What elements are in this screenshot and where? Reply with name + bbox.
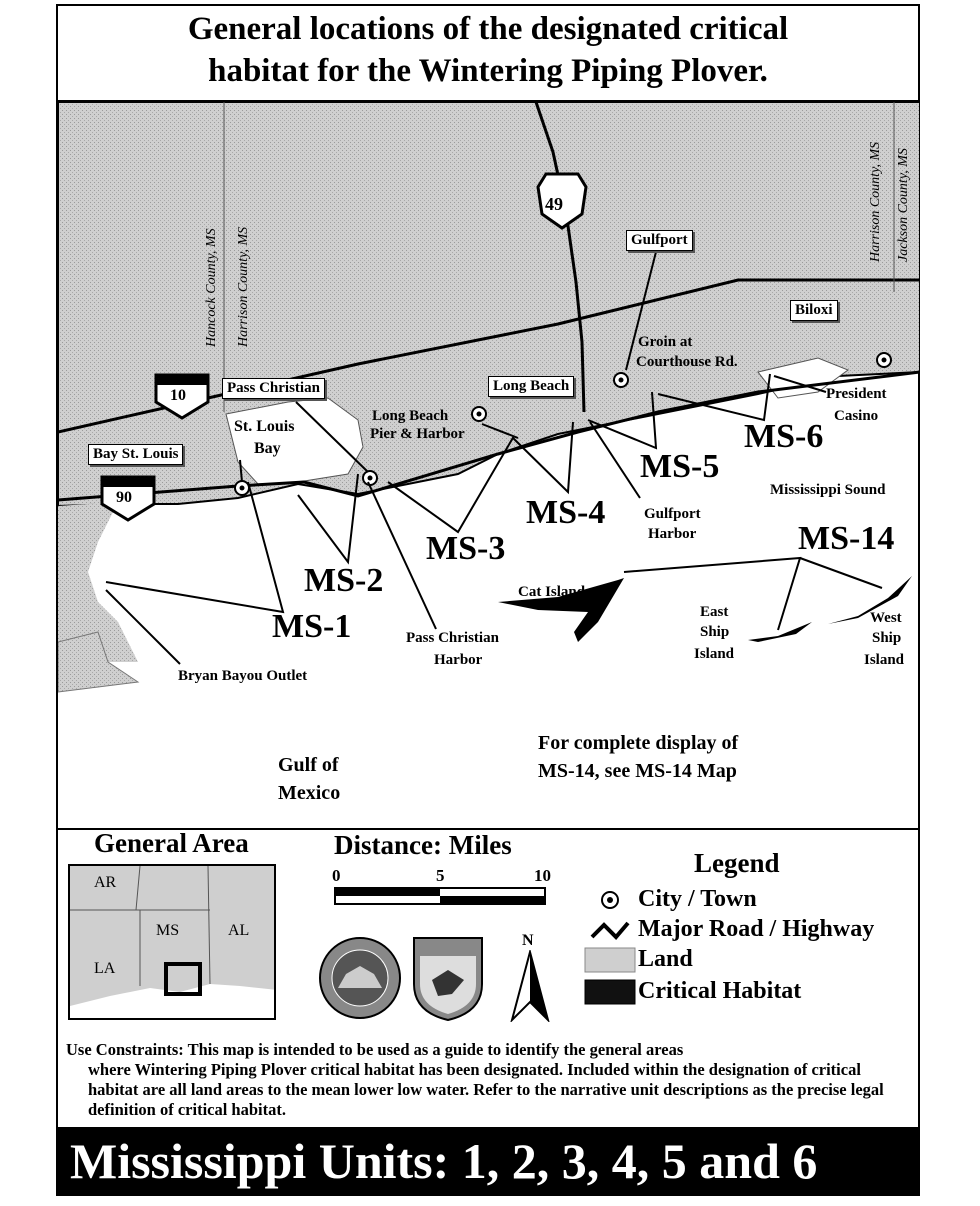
scale-tick-5: 5 [436, 866, 445, 885]
habitat-swatch-icon [582, 979, 638, 1005]
general-area-inset [68, 864, 276, 1020]
i90-label: 90 [116, 489, 132, 506]
title-line-2: habitat for the Wintering Piping Plover. [208, 53, 768, 89]
legend-item-land [582, 946, 693, 973]
city-gulfport-box: Gulfport [626, 230, 693, 251]
ms14-note-1: For complete display of [538, 732, 739, 754]
footer-banner: Mississippi Units: 1, 2, 3, 4, 5 and 6 [56, 1127, 920, 1196]
title-line-1: General locations of the designated critical [187, 11, 789, 47]
map-canvas [58, 102, 920, 828]
city-pass-christian-box: Pass Christian [222, 378, 325, 399]
inset-label-ar: AR [94, 874, 117, 891]
legend-item-city [582, 886, 757, 913]
east-ship-label-3: Island [694, 646, 735, 662]
us49-label: 49 [545, 194, 563, 214]
county-harrison-west: Harrison County, MS [236, 226, 251, 347]
pass-christian-harbor-label-1: Pass Christian [406, 630, 499, 646]
interior-seal-icon [318, 936, 402, 1020]
groin-label-1: Groin at [638, 334, 693, 350]
use-constraints [66, 1040, 906, 1120]
map-area [58, 100, 920, 830]
unit-ms4-label: MS-4 [526, 494, 606, 531]
north-arrow-label: N [522, 932, 534, 949]
inset-label-al: AL [228, 922, 250, 939]
land-swatch-icon [582, 947, 638, 973]
bryan-bayou-label: Bryan Bayou Outlet [178, 668, 308, 684]
inset-label-ms: MS [156, 922, 180, 939]
st-louis-bay-label-1: St. Louis [234, 418, 295, 435]
fws-shield-icon [412, 936, 484, 1022]
city-marker-icon [582, 889, 638, 911]
city-biloxi-box: Biloxi [790, 300, 838, 321]
ms14-note-2: MS-14, see MS-14 Map [538, 760, 737, 782]
scale-heading: Distance: Miles [334, 830, 512, 860]
county-jackson: Jackson County, MS [896, 148, 911, 262]
constraints-first-line: Use Constraints: This map is intended to be used as a guide to identify the general areas [66, 1040, 684, 1059]
unit-ms2-label: MS-2 [304, 562, 384, 599]
constraints-rest: where Wintering Piping Plover critical habitat has been designated. Included within the designation of critical habitat are all land areas to the mean lower low water. Refer to the narrative unit descriptions as the precise legal definition of critical habitat. [88, 1060, 884, 1119]
legend-road-label: Major Road / Highway [638, 916, 875, 942]
city-bay-st-louis-box: Bay St. Louis [88, 444, 183, 465]
legend-city-label: City / Town [638, 886, 757, 912]
st-louis-bay [226, 398, 363, 484]
city-long-beach-box: Long Beach [488, 376, 574, 397]
legend-item-habitat [582, 978, 801, 1005]
general-area-heading: General Area [94, 828, 249, 858]
road-line-icon [582, 919, 638, 941]
east-ship-label-2: Ship [700, 624, 730, 640]
gulf-label-2: Mexico [278, 782, 341, 804]
gulfport-harbor-label-2: Harbor [648, 526, 697, 542]
president-casino-label-2: Casino [834, 408, 879, 424]
inset-label-la: LA [94, 960, 116, 977]
mississippi-sound-label: Mississippi Sound [770, 482, 886, 498]
scale-tick-0: 0 [332, 866, 341, 885]
president-casino-label-1: President [826, 386, 887, 402]
groin-label-2: Courthouse Rd. [636, 354, 738, 370]
county-harrison-east: Harrison County, MS [868, 141, 883, 262]
unit-ms14-label: MS-14 [798, 520, 895, 557]
st-louis-bay-label-2: Bay [254, 440, 281, 457]
unit-ms1-label: MS-1 [272, 608, 352, 645]
west-ship-label-3: Island [864, 652, 905, 668]
scale-tick-10: 10 [534, 866, 551, 885]
scale-bar [334, 886, 548, 908]
unit-ms3-label: MS-3 [426, 530, 506, 567]
long-beach-pier-label-1: Long Beach [372, 408, 449, 424]
legend-heading: Legend [694, 848, 780, 878]
i10-label: 10 [170, 387, 186, 404]
county-hancock: Hancock County, MS [204, 228, 219, 347]
legend-item-road [582, 916, 874, 943]
unit-ms5-label: MS-5 [640, 448, 720, 485]
long-beach-pier-label-2: Pier & Harbor [370, 426, 465, 442]
legend-habitat-label: Critical Habitat [638, 978, 802, 1004]
gulfport-harbor-label-1: Gulfport [644, 506, 701, 522]
legend-land-label: Land [638, 946, 693, 972]
pass-christian-harbor-label-2: Harbor [434, 652, 483, 668]
gulf-label-1: Gulf of [278, 754, 339, 776]
map-title [56, 8, 920, 92]
west-ship-label-1: West [870, 610, 902, 626]
cat-island-label: Cat Island [518, 584, 586, 600]
unit-ms6-label: MS-6 [744, 418, 824, 455]
east-ship-label-1: East [700, 604, 729, 620]
west-ship-label-2: Ship [872, 630, 902, 646]
north-arrow-icon [508, 950, 554, 1022]
